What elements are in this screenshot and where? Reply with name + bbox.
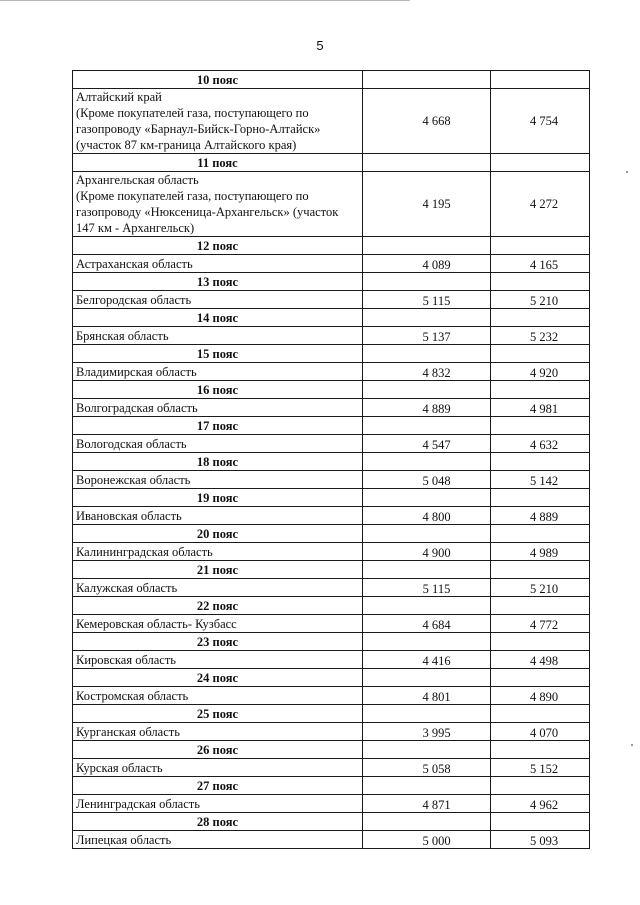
region-row bbox=[73, 89, 590, 154]
price-cell-2 bbox=[491, 795, 590, 813]
price-cell-2 bbox=[491, 255, 590, 273]
region-row bbox=[73, 831, 590, 849]
region-row bbox=[73, 687, 590, 705]
region-name-cell bbox=[73, 579, 363, 597]
zone-label: 18 пояс bbox=[73, 453, 363, 471]
region-name-cell bbox=[73, 795, 363, 813]
zone-header-row bbox=[73, 489, 590, 507]
price-value-2: 4 981 bbox=[529, 402, 559, 416]
price-value-2: 4 754 bbox=[529, 114, 559, 128]
price-value-2: 5 232 bbox=[529, 330, 559, 344]
zone-label: 26 пояс bbox=[73, 741, 363, 759]
region-name-line: Кемеровская область- Кузбасс bbox=[76, 617, 237, 631]
empty-cell bbox=[363, 597, 491, 615]
price-cell-2 bbox=[491, 687, 590, 705]
empty-cell bbox=[363, 777, 491, 795]
zone-header-row bbox=[73, 237, 590, 255]
empty-cell bbox=[491, 705, 590, 723]
zone-label: 14 пояс bbox=[73, 309, 363, 327]
region-row bbox=[73, 255, 590, 273]
region-name-cell bbox=[73, 89, 363, 154]
zone-header-row bbox=[73, 154, 590, 172]
empty-cell bbox=[491, 777, 590, 795]
price-cell-2 bbox=[491, 579, 590, 597]
price-cell-1 bbox=[363, 723, 491, 741]
price-value-1: 4 800 bbox=[422, 510, 451, 524]
empty-cell bbox=[363, 309, 491, 327]
scan-edge-line bbox=[0, 0, 410, 1]
region-name-line: Астраханская область bbox=[76, 257, 193, 271]
region-name-line: Калужская область bbox=[76, 581, 178, 595]
price-cell-2 bbox=[491, 759, 590, 777]
price-cell-2 bbox=[491, 172, 590, 237]
price-cell-1 bbox=[363, 172, 491, 237]
zone-label: 17 пояс bbox=[73, 417, 363, 435]
zone-label: 13 пояс bbox=[73, 273, 363, 291]
price-cell-1 bbox=[363, 507, 491, 525]
empty-cell bbox=[491, 381, 590, 399]
price-cell-1 bbox=[363, 831, 491, 849]
price-cell-2 bbox=[491, 399, 590, 417]
empty-cell bbox=[363, 273, 491, 291]
price-value-1: 5 000 bbox=[422, 834, 451, 848]
zone-header-row bbox=[73, 813, 590, 831]
region-name-line: газопроводу «Нюксеница-Архангельск» (участок bbox=[76, 205, 339, 219]
empty-cell bbox=[363, 705, 491, 723]
region-name-line: Ивановская область bbox=[76, 509, 182, 523]
region-name-cell bbox=[73, 363, 363, 381]
region-name-line: Кировская область bbox=[76, 653, 177, 667]
price-cell-2 bbox=[491, 471, 590, 489]
region-name-cell bbox=[73, 723, 363, 741]
region-name-cell bbox=[73, 687, 363, 705]
zone-label: 15 пояс bbox=[73, 345, 363, 363]
empty-cell bbox=[363, 71, 491, 89]
empty-cell bbox=[363, 741, 491, 759]
price-cell-1 bbox=[363, 687, 491, 705]
region-name-cell bbox=[73, 172, 363, 237]
zone-header-row bbox=[73, 453, 590, 471]
empty-cell bbox=[363, 453, 491, 471]
tariff-table bbox=[72, 70, 590, 849]
region-row bbox=[73, 172, 590, 237]
price-cell-2 bbox=[491, 615, 590, 633]
zone-header-row bbox=[73, 633, 590, 651]
price-value-2: 4 272 bbox=[529, 197, 559, 211]
zone-header-row bbox=[73, 345, 590, 363]
empty-cell bbox=[491, 669, 590, 687]
zone-header-row bbox=[73, 705, 590, 723]
empty-cell bbox=[491, 741, 590, 759]
zone-header-row bbox=[73, 273, 590, 291]
zone-label: 24 пояс bbox=[73, 669, 363, 687]
price-value-2: 4 889 bbox=[529, 510, 559, 524]
price-value-1: 4 547 bbox=[422, 438, 451, 452]
empty-cell bbox=[491, 525, 590, 543]
region-name-line: 147 км - Архангельск) bbox=[76, 221, 195, 235]
price-value-1: 4 684 bbox=[422, 618, 451, 632]
price-value-1: 4 668 bbox=[422, 114, 451, 128]
region-row bbox=[73, 291, 590, 309]
price-cell-2 bbox=[491, 89, 590, 154]
price-cell-1 bbox=[363, 795, 491, 813]
price-cell-2 bbox=[491, 831, 590, 849]
price-value-2: 5 210 bbox=[529, 294, 559, 308]
region-name-line: Воронежская область bbox=[76, 473, 191, 487]
region-row bbox=[73, 327, 590, 345]
region-name-cell bbox=[73, 507, 363, 525]
region-name-line: Курганская область bbox=[76, 725, 180, 739]
price-cell-1 bbox=[363, 255, 491, 273]
zone-header-row bbox=[73, 71, 590, 89]
region-row bbox=[73, 543, 590, 561]
scan-speck bbox=[631, 744, 633, 746]
price-value-2: 5 152 bbox=[529, 762, 559, 776]
empty-cell bbox=[491, 309, 590, 327]
price-cell-1 bbox=[363, 615, 491, 633]
price-value-2: 4 890 bbox=[529, 690, 559, 704]
empty-cell bbox=[363, 345, 491, 363]
price-value-1: 5 115 bbox=[422, 582, 451, 596]
price-value-1: 5 115 bbox=[422, 294, 451, 308]
zone-header-row bbox=[73, 561, 590, 579]
region-name-cell bbox=[73, 615, 363, 633]
price-value-2: 4 989 bbox=[529, 546, 559, 560]
zone-label: 23 пояс bbox=[73, 633, 363, 651]
scan-speck bbox=[626, 171, 628, 173]
region-name-cell bbox=[73, 651, 363, 669]
empty-cell bbox=[491, 237, 590, 255]
zone-header-row bbox=[73, 597, 590, 615]
price-cell-2 bbox=[491, 435, 590, 453]
region-row bbox=[73, 435, 590, 453]
price-cell-1 bbox=[363, 327, 491, 345]
price-value-2: 4 165 bbox=[529, 258, 559, 272]
price-value-2: 4 070 bbox=[529, 726, 559, 740]
region-name-line: Архангельская область bbox=[76, 173, 199, 187]
region-row bbox=[73, 615, 590, 633]
region-name-line: Волгоградская область bbox=[76, 401, 198, 415]
zone-label: 10 пояс bbox=[73, 71, 363, 89]
region-name-line: (Кроме покупателей газа, поступающего по bbox=[76, 106, 309, 120]
price-value-1: 4 889 bbox=[422, 402, 451, 416]
price-value-1: 4 195 bbox=[422, 197, 451, 211]
zone-header-row bbox=[73, 417, 590, 435]
zone-label: 11 пояс bbox=[73, 154, 363, 172]
price-value-1: 4 801 bbox=[422, 690, 451, 704]
price-value-1: 4 832 bbox=[422, 366, 451, 380]
region-row bbox=[73, 507, 590, 525]
price-value-1: 4 089 bbox=[422, 258, 451, 272]
price-value-2: 4 962 bbox=[529, 798, 559, 812]
zone-label: 27 пояс bbox=[73, 777, 363, 795]
price-value-2: 5 142 bbox=[529, 474, 559, 488]
price-value-2: 4 772 bbox=[529, 618, 559, 632]
price-cell-1 bbox=[363, 651, 491, 669]
price-cell-1 bbox=[363, 579, 491, 597]
empty-cell bbox=[363, 633, 491, 651]
price-value-1: 4 416 bbox=[422, 654, 451, 668]
region-name-line: Курская область bbox=[76, 761, 163, 775]
zone-label: 19 пояс bbox=[73, 489, 363, 507]
region-name-line: Липецкая область bbox=[76, 833, 172, 847]
price-cell-1 bbox=[363, 291, 491, 309]
region-row bbox=[73, 579, 590, 597]
price-cell-2 bbox=[491, 291, 590, 309]
region-name-cell bbox=[73, 399, 363, 417]
region-row bbox=[73, 471, 590, 489]
region-name-line: Алтайский край bbox=[76, 90, 162, 104]
region-row bbox=[73, 363, 590, 381]
region-name-cell bbox=[73, 291, 363, 309]
price-value-2: 5 093 bbox=[529, 834, 559, 848]
region-name-line: (участок 87 км-граница Алтайского края) bbox=[76, 138, 297, 152]
region-name-line: Ленинградская область bbox=[76, 797, 200, 811]
empty-cell bbox=[363, 237, 491, 255]
price-value-1: 5 058 bbox=[422, 762, 451, 776]
price-value-1: 4 900 bbox=[422, 546, 451, 560]
zone-header-row bbox=[73, 381, 590, 399]
empty-cell bbox=[491, 417, 590, 435]
region-name-line: Белгородская область bbox=[76, 293, 192, 307]
zone-header-row bbox=[73, 777, 590, 795]
empty-cell bbox=[363, 489, 491, 507]
price-cell-1 bbox=[363, 543, 491, 561]
empty-cell bbox=[363, 381, 491, 399]
region-name-cell bbox=[73, 759, 363, 777]
empty-cell bbox=[491, 561, 590, 579]
zone-header-row bbox=[73, 525, 590, 543]
region-name-line: Брянская область bbox=[76, 329, 169, 343]
zone-label: 21 пояс bbox=[73, 561, 363, 579]
price-cell-1 bbox=[363, 471, 491, 489]
region-row bbox=[73, 723, 590, 741]
region-name-line: (Кроме покупателей газа, поступающего по bbox=[76, 189, 309, 203]
region-name-line: газопроводу «Барнаул-Бийск-Горно-Алтайск» bbox=[76, 122, 321, 136]
price-value-2: 4 498 bbox=[529, 654, 559, 668]
region-name-cell bbox=[73, 327, 363, 345]
price-value-2: 5 210 bbox=[529, 582, 559, 596]
price-cell-2 bbox=[491, 723, 590, 741]
region-row bbox=[73, 759, 590, 777]
empty-cell bbox=[491, 71, 590, 89]
empty-cell bbox=[363, 525, 491, 543]
empty-cell bbox=[491, 813, 590, 831]
region-name-cell bbox=[73, 543, 363, 561]
zone-label: 16 пояс bbox=[73, 381, 363, 399]
price-value-1: 3 995 bbox=[422, 726, 451, 740]
price-value-1: 4 871 bbox=[422, 798, 451, 812]
price-value-2: 4 920 bbox=[529, 366, 559, 380]
zone-label: 28 пояс bbox=[73, 813, 363, 831]
price-cell-2 bbox=[491, 363, 590, 381]
region-name-line: Владимирская область bbox=[76, 365, 197, 379]
region-name-line: Вологодская область bbox=[76, 437, 187, 451]
empty-cell bbox=[363, 813, 491, 831]
price-cell-1 bbox=[363, 435, 491, 453]
region-name-cell bbox=[73, 471, 363, 489]
zone-label: 22 пояс bbox=[73, 597, 363, 615]
price-value-1: 5 048 bbox=[422, 474, 451, 488]
zone-header-row bbox=[73, 741, 590, 759]
region-name-cell bbox=[73, 435, 363, 453]
empty-cell bbox=[363, 561, 491, 579]
empty-cell bbox=[491, 154, 590, 172]
region-row bbox=[73, 651, 590, 669]
region-name-line: Костромская область bbox=[76, 689, 189, 703]
empty-cell bbox=[491, 273, 590, 291]
price-cell-2 bbox=[491, 651, 590, 669]
zone-header-row bbox=[73, 309, 590, 327]
price-cell-1 bbox=[363, 89, 491, 154]
empty-cell bbox=[491, 597, 590, 615]
price-cell-2 bbox=[491, 543, 590, 561]
price-cell-2 bbox=[491, 507, 590, 525]
price-value-2: 4 632 bbox=[529, 438, 559, 452]
region-name-cell bbox=[73, 255, 363, 273]
zone-label: 20 пояс bbox=[73, 525, 363, 543]
empty-cell bbox=[363, 154, 491, 172]
price-cell-1 bbox=[363, 759, 491, 777]
empty-cell bbox=[363, 417, 491, 435]
zone-header-row bbox=[73, 669, 590, 687]
price-cell-2 bbox=[491, 327, 590, 345]
region-row bbox=[73, 795, 590, 813]
empty-cell bbox=[491, 453, 590, 471]
price-value-1: 5 137 bbox=[422, 330, 451, 344]
empty-cell bbox=[363, 669, 491, 687]
price-cell-1 bbox=[363, 363, 491, 381]
zone-label: 25 пояс bbox=[73, 705, 363, 723]
tariff-table-body bbox=[73, 71, 590, 849]
empty-cell bbox=[491, 633, 590, 651]
region-name-line: Калининградская область bbox=[76, 545, 213, 559]
zone-label: 12 пояс bbox=[73, 237, 363, 255]
region-name-cell bbox=[73, 831, 363, 849]
price-cell-1 bbox=[363, 399, 491, 417]
region-row bbox=[73, 399, 590, 417]
page-number: 5 bbox=[316, 38, 324, 53]
empty-cell bbox=[491, 345, 590, 363]
empty-cell bbox=[491, 489, 590, 507]
